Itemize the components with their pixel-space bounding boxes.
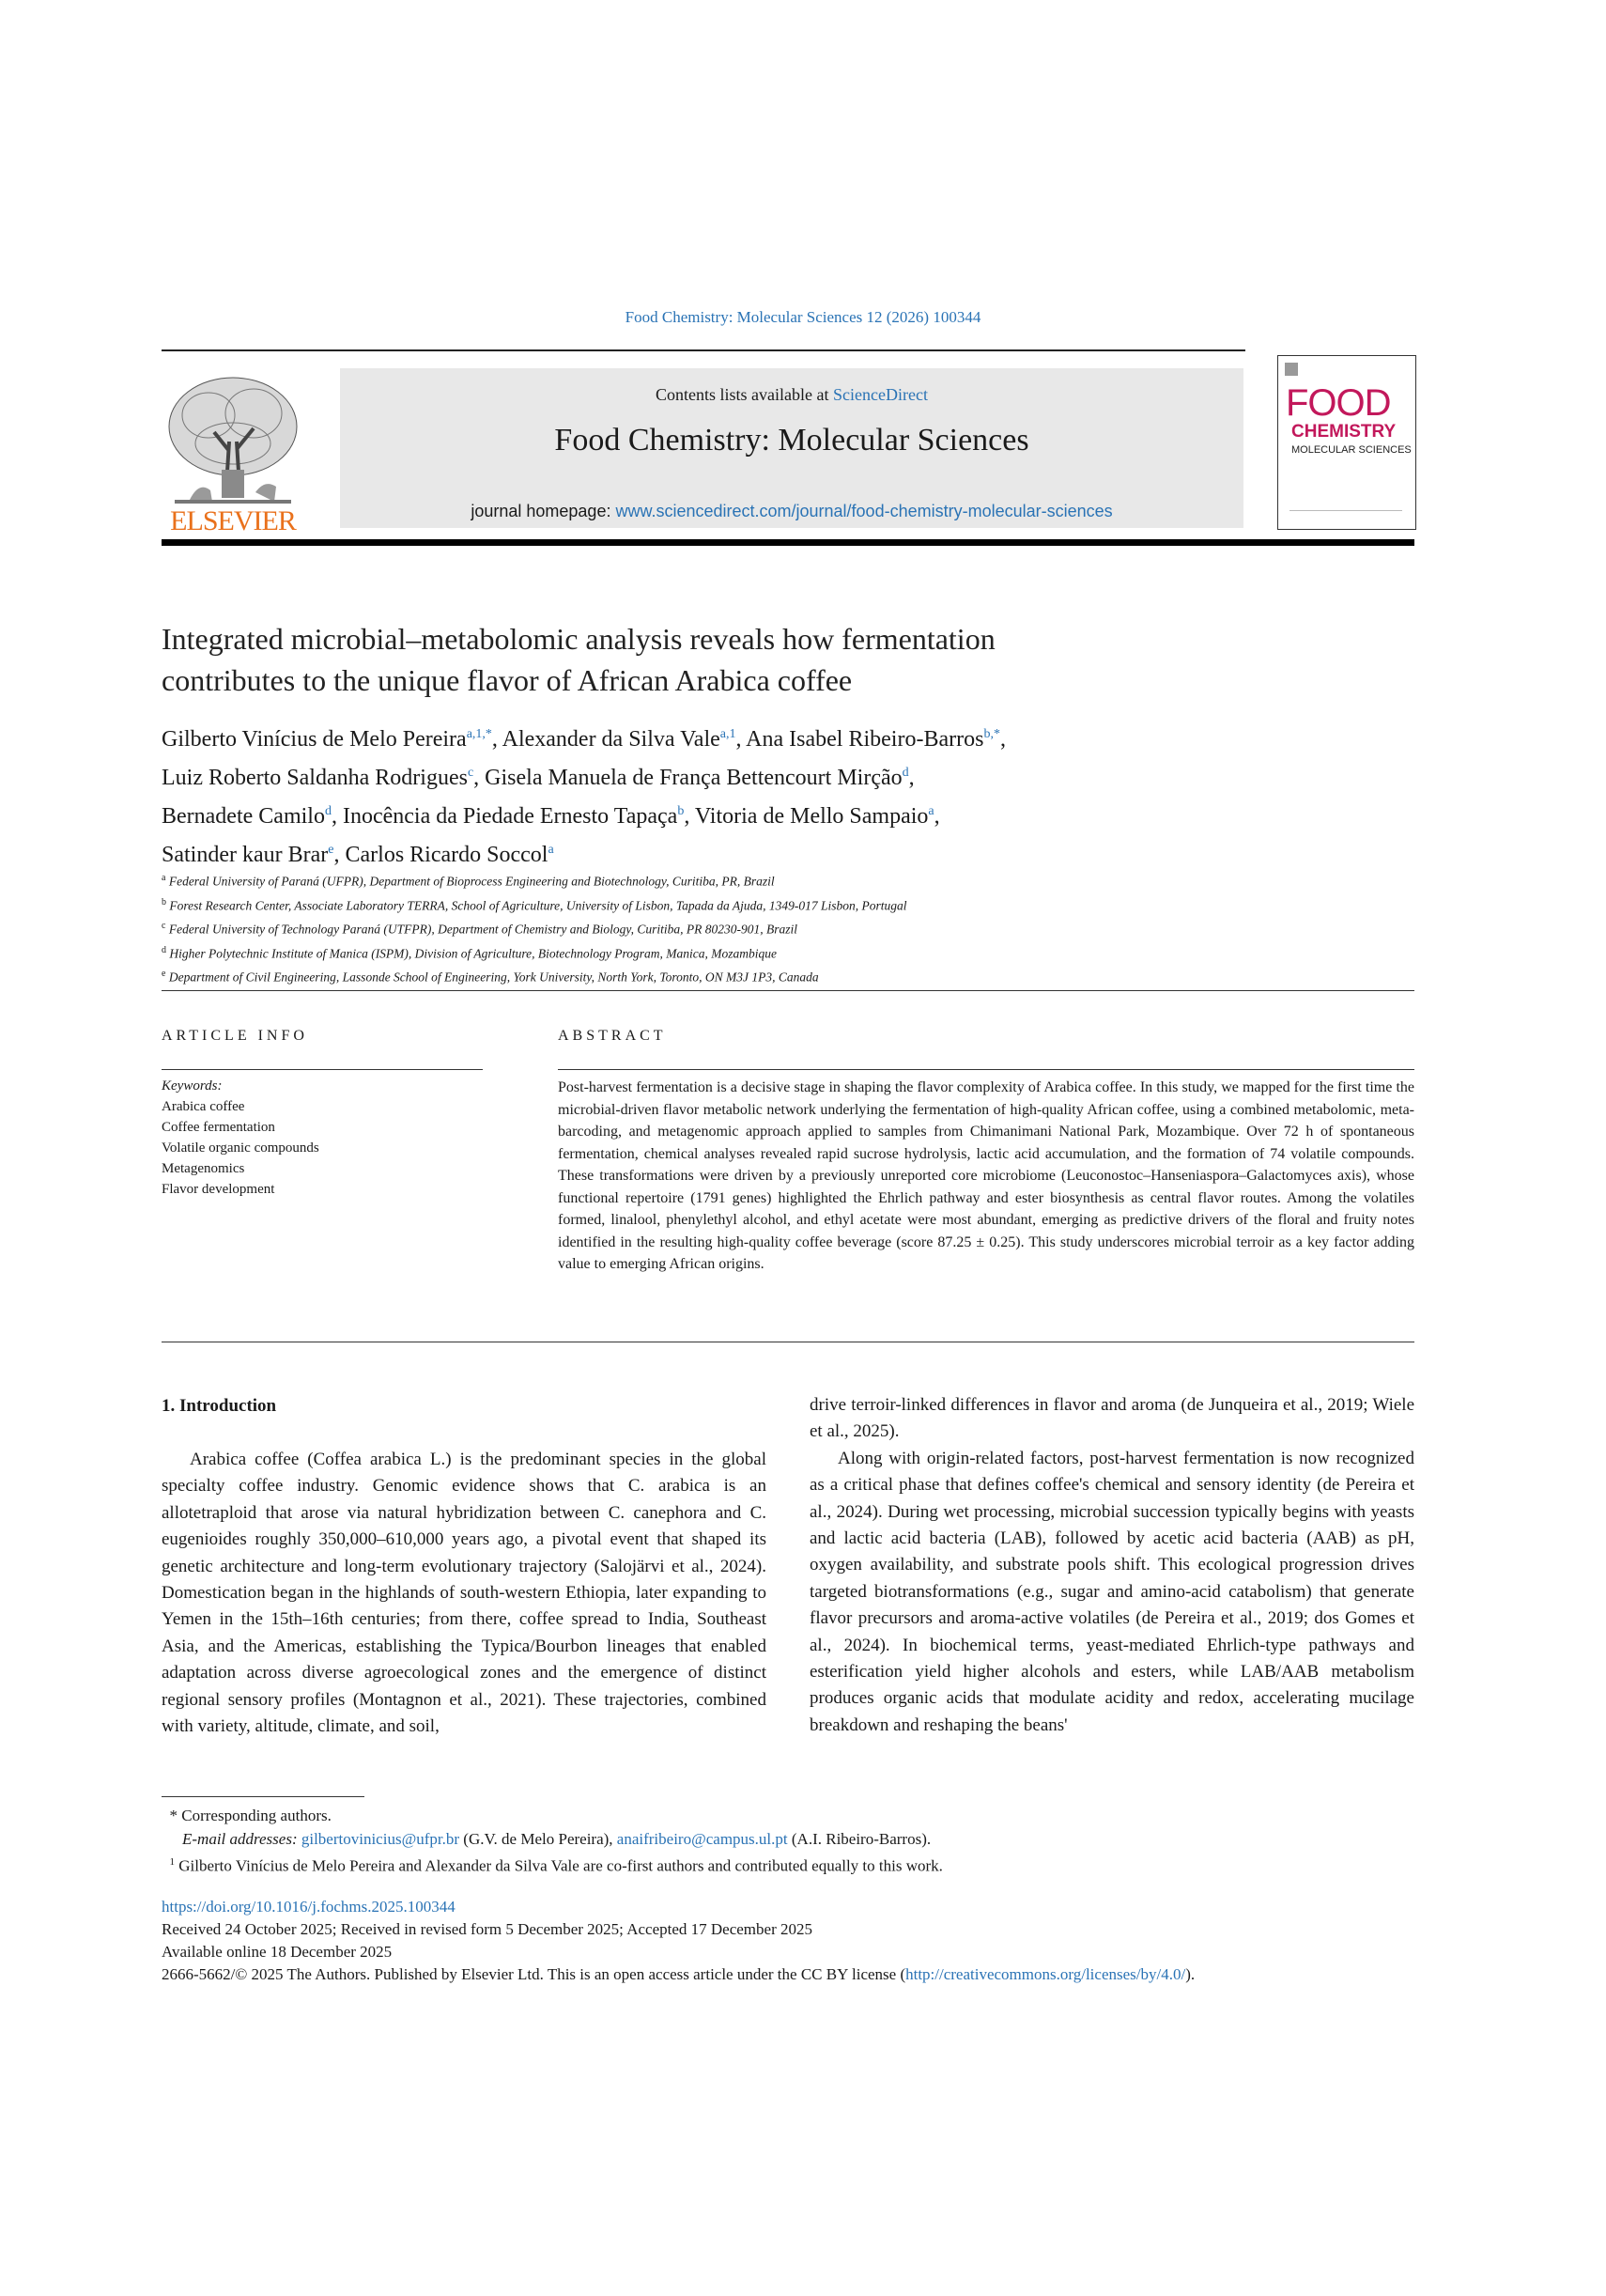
journal-homepage-line — [340, 502, 1243, 521]
author[interactable]: Inocência da Piedade Ernesto Tapaça — [342, 804, 678, 829]
footnote-emails — [162, 1827, 1414, 1851]
affiliation-text: Forest Research Center, Associate Laboratory TERRA, School of Agriculture, University of Lisbon, Tapada da Ajuda, 1349-017 Lisbon, Portugal — [169, 898, 907, 912]
keywords-block — [162, 1076, 481, 1200]
author-affil-sup[interactable]: a — [548, 843, 554, 857]
journal-title: Food Chemistry: Molecular Sciences — [554, 423, 1029, 458]
cover-title-chemistry: CHEMISTRY — [1291, 422, 1397, 442]
body-paragraph: Along with origin-related factors, post-harvest fermentation is now recognized as a critical phase that defines coffee's chemical and sensory identity (de Pereira et al., 2024). During wet processing, microbial succession typically begins with yeasts and lactic acid bacteria (LAB), followed by acetic acid bacteria (AAB) as pH, oxygen availability, and substrate pools shift. This ecological progression drives targeted biotransformations (e.g., sugar and amino-acid catabolism) that generate flavor precursors and aroma-active volatiles (de Pereira et al., 2019; dos Gomes et al., 2024). In biochemical terms, yeast-mediated Ehrlich-type pathways and esterification yield higher alcohols and esters, while LAB/AAB metabolism produces organic acids that modulate acidity and redox, accelerating mucilage breakdown and reshaping the beans' — [810, 1448, 1414, 1735]
section-rule — [162, 990, 1414, 991]
article-title-line-1: Integrated microbial–metabolomic analysis reveals how fermentation — [162, 622, 996, 656]
author[interactable]: Bernadete Camilo — [162, 804, 325, 829]
author[interactable]: Vitoria de Mello Sampaio — [694, 804, 929, 829]
received-dates: Received 24 October 2025; Received in revised form 5 December 2025; Accepted 17 December 2025 — [162, 1920, 812, 1938]
affiliation-list — [162, 868, 1382, 988]
affiliation-key: a — [162, 873, 166, 883]
article-title-line-2: contributes to the unique flavor of African Arabica coffee — [162, 663, 853, 697]
email-owner: (A.I. Ribeiro-Barros). — [791, 1830, 932, 1848]
author-affil-sup[interactable]: a,1,* — [466, 727, 492, 741]
cover-rule — [1289, 510, 1402, 511]
affiliation-text: Department of Civil Engineering, Lassonde School of Engineering, York University, North York, Toronto, ON M3J 1P3, Canada — [168, 970, 819, 985]
keyword: Metagenomics — [162, 1161, 245, 1176]
author-affil-sup[interactable]: d — [902, 766, 909, 780]
author[interactable]: Carlos Ricardo Soccol — [345, 843, 548, 867]
author[interactable]: Ana Isabel Ribeiro-Barros — [746, 727, 984, 752]
footnote-corresponding: * Corresponding authors. — [162, 1807, 332, 1824]
cover-title-molecular: MOLECULAR SCIENCES — [1291, 444, 1412, 456]
keyword: Coffee fermentation — [162, 1120, 275, 1135]
affiliation-key: c — [162, 921, 166, 931]
journal-cover[interactable] — [1277, 355, 1416, 530]
affiliation-key: d — [162, 944, 166, 955]
email-link[interactable]: anaifribeiro@campus.ul.pt — [616, 1830, 788, 1848]
mini-elsevier-icon — [1284, 362, 1299, 377]
author-affil-sup[interactable]: a — [928, 804, 934, 818]
keyword: Arabica coffee — [162, 1099, 245, 1114]
article-title — [162, 618, 1289, 701]
body-right-column — [810, 1392, 1414, 1739]
journal-homepage-link[interactable]: www.sciencedirect.com/journal/food-chemistry-molecular-sciences — [615, 502, 1113, 520]
affiliation-item — [162, 868, 1382, 892]
journal-reference[interactable]: Food Chemistry: Molecular Sciences 12 (2026) 100344 — [625, 308, 981, 326]
abstract-rule — [558, 1069, 1414, 1070]
header-thick-rule — [162, 539, 1414, 546]
affiliation-item — [162, 892, 1382, 917]
license-text: 2666-5662/© 2025 The Authors. Published by Elsevier Ltd. This is an open access article under the CC BY license ( — [162, 1965, 906, 1983]
footnote-text: Corresponding authors. — [181, 1807, 332, 1824]
affiliation-item — [162, 916, 1382, 940]
email-link[interactable]: gilbertovinicius@ufpr.br — [301, 1830, 460, 1848]
body-left-column — [162, 1447, 766, 1740]
affiliation-text: Federal University of Technology Paraná (UTFPR), Department of Chemistry and Biology, Curitiba, PR 80230-901, Brazil — [168, 922, 798, 937]
keyword: Volatile organic compounds — [162, 1140, 319, 1156]
author-affil-sup[interactable]: d — [324, 804, 332, 818]
author[interactable]: Satinder kaur Brar — [162, 843, 329, 867]
author-list: Gilberto Vinícius de Melo Pereira$^{a,1,*}$, Alexander da Silva Vale$^{a,1}$, Ana Isabel Ribeiro-Barros$^{b,*}$, Luiz Roberto Saldanha Rodrigues$^c$, Gisela Manuela de França Bettencourt Mirção$^d$, Bernadete Camilo$^d$, Inocência da Piedade Ernesto Tapaça$^b$, Vitoria de Mello Sampaio$^a$, Satinder kaur Brar$^e$, Carlos Ricardo Soccol$^a$ — [162, 727, 1006, 867]
author-affil-sup[interactable]: a,1 — [719, 727, 736, 741]
keyword: Flavor development — [162, 1182, 275, 1197]
author-affil-sup[interactable]: e — [328, 843, 334, 857]
body-paragraph: Arabica coffee (Coffea arabica L.) is the predominant species in the global specialty coffee industry. Genomic evidence shows that C. arabica is an allotetraploid that arose via natural hybridization between C. canephora and C. eugenioides roughly 350,000–610,000 years ago, a pivotal event that shaped its genetic architecture and long-term evolutionary trajectory (Salojärvi et al., 2024). Domestication began in the highlands of south-western Ethiopia, later expanding to Yemen in the 15th–16th centuries; from there, coffee spread to India, Southeast Asia, and the Americas, establishing the Typica/Bourbon lineages that enabled adaptation across diverse agroecological zones and the emergence of distinct regional sensory profiles (Montagnon et al., 2021). These trajectories, combined with variety, altitude, climate, and soil, — [162, 1450, 766, 1737]
author[interactable]: Gisela Manuela de França Bettencourt Mirção — [485, 766, 903, 790]
available-online: Available online 18 December 2025 — [162, 1943, 393, 1961]
affiliation-key: b — [162, 896, 166, 908]
affiliation-text: Federal University of Paraná (UFPR), Department of Bioprocess Engineering and Biotechnology, Curitiba, PR, Brazil — [168, 874, 775, 889]
contents-line — [340, 385, 1243, 405]
footnote-cofirst: $^1$ Gilberto Vinícius de Melo Pereira and Alexander da Silva Vale are co-first authors and contributed equally to this work. — [169, 1856, 943, 1875]
email-label: E-mail addresses: — [182, 1830, 298, 1848]
body-paragraph: drive terroir-linked differences in flavor and aroma (de Junqueira et al., 2019; Wiele et al., 2025). — [810, 1395, 1414, 1442]
author-affil-sup[interactable]: b,* — [983, 727, 1000, 741]
abstract-text: Post-harvest fermentation is a decisive stage in shaping the flavor complexity of Arabica coffee. In this study, we mapped for the first time the microbial-driven flavor metabolic network underlying the fermentation of high-quality African coffee, using a combined metabolomic, meta-barcoding, and metagenomic approach applied to samples from Chimanimani National Park, Mozambique. Over 72 h of spontaneous fermentation, chemical analyses revealed rapid sucrose hydrolysis, lactic acid accumulation, and the formation of 74 volatile compounds. These transformations were driven by a previously unreported core microbiome (Leuconostoc–Hanseniaspora–Galactomyces axis), whose functional repertoire (1791 genes) highlighted the Ehrlich pathway and ester biosynthesis as central flavor routes. Among the volatiles formed, linalool, phenylethyl alcohol, and ethyl acetate were most abundant, emerging as predictive drivers of the floral and fruity notes identified in the resulting high-quality coffee beverage (score 87.25 ± 0.25). This study underscores microbial terroir as a key factor adding value to emerging African origins. — [558, 1079, 1414, 1272]
abstract-heading: ABSTRACT — [558, 1028, 667, 1044]
journal-header-box — [340, 368, 1243, 528]
affiliation-item — [162, 940, 1382, 965]
introduction-heading: 1. Introduction — [162, 1396, 277, 1416]
doi-link[interactable]: https://doi.org/10.1016/j.fochms.2025.100344 — [162, 1898, 456, 1916]
sciencedirect-link[interactable]: ScienceDirect — [833, 385, 928, 404]
author[interactable]: Gilberto Vinícius de Melo Pereira — [162, 727, 467, 752]
article-info-rule — [162, 1069, 483, 1070]
license-line — [162, 1963, 1420, 1986]
footnotes — [162, 1804, 1414, 1878]
contents-prefix: Contents lists available at — [656, 385, 833, 404]
author-affil-sup[interactable]: c — [467, 766, 474, 780]
homepage-prefix: journal homepage: — [471, 502, 616, 520]
footnote-rule — [162, 1796, 364, 1797]
affiliation-item — [162, 964, 1382, 988]
publication-info — [162, 1896, 1420, 1986]
elsevier-logo[interactable] — [162, 368, 304, 537]
affiliation-key: e — [162, 969, 166, 979]
keywords-label: Keywords: — [162, 1078, 223, 1094]
license-text: ). — [1185, 1965, 1196, 1983]
article-info-heading: ARTICLE INFO — [162, 1028, 308, 1044]
cover-title-food: FOOD — [1286, 382, 1391, 424]
author-affil-sup[interactable]: b — [677, 804, 685, 818]
license-link[interactable]: http://creativecommons.org/licenses/by/4.0/ — [905, 1965, 1186, 1983]
email-owner: (G.V. de Melo Pereira), — [463, 1830, 613, 1848]
affiliation-text: Higher Polytechnic Institute of Manica (ISPM), Division of Agriculture, Biotechnology Program, Manica, Mozambique — [169, 946, 777, 960]
header-rule — [162, 349, 1245, 351]
author[interactable]: Alexander da Silva Vale — [502, 727, 720, 752]
author[interactable]: Luiz Roberto Saldanha Rodrigues — [162, 766, 468, 790]
elsevier-wordmark: ELSEVIER — [170, 505, 296, 536]
footnote-text: Gilberto Vinícius de Melo Pereira and Alexander da Silva Vale are co-first authors and contributed equally to this work. — [178, 1856, 943, 1875]
